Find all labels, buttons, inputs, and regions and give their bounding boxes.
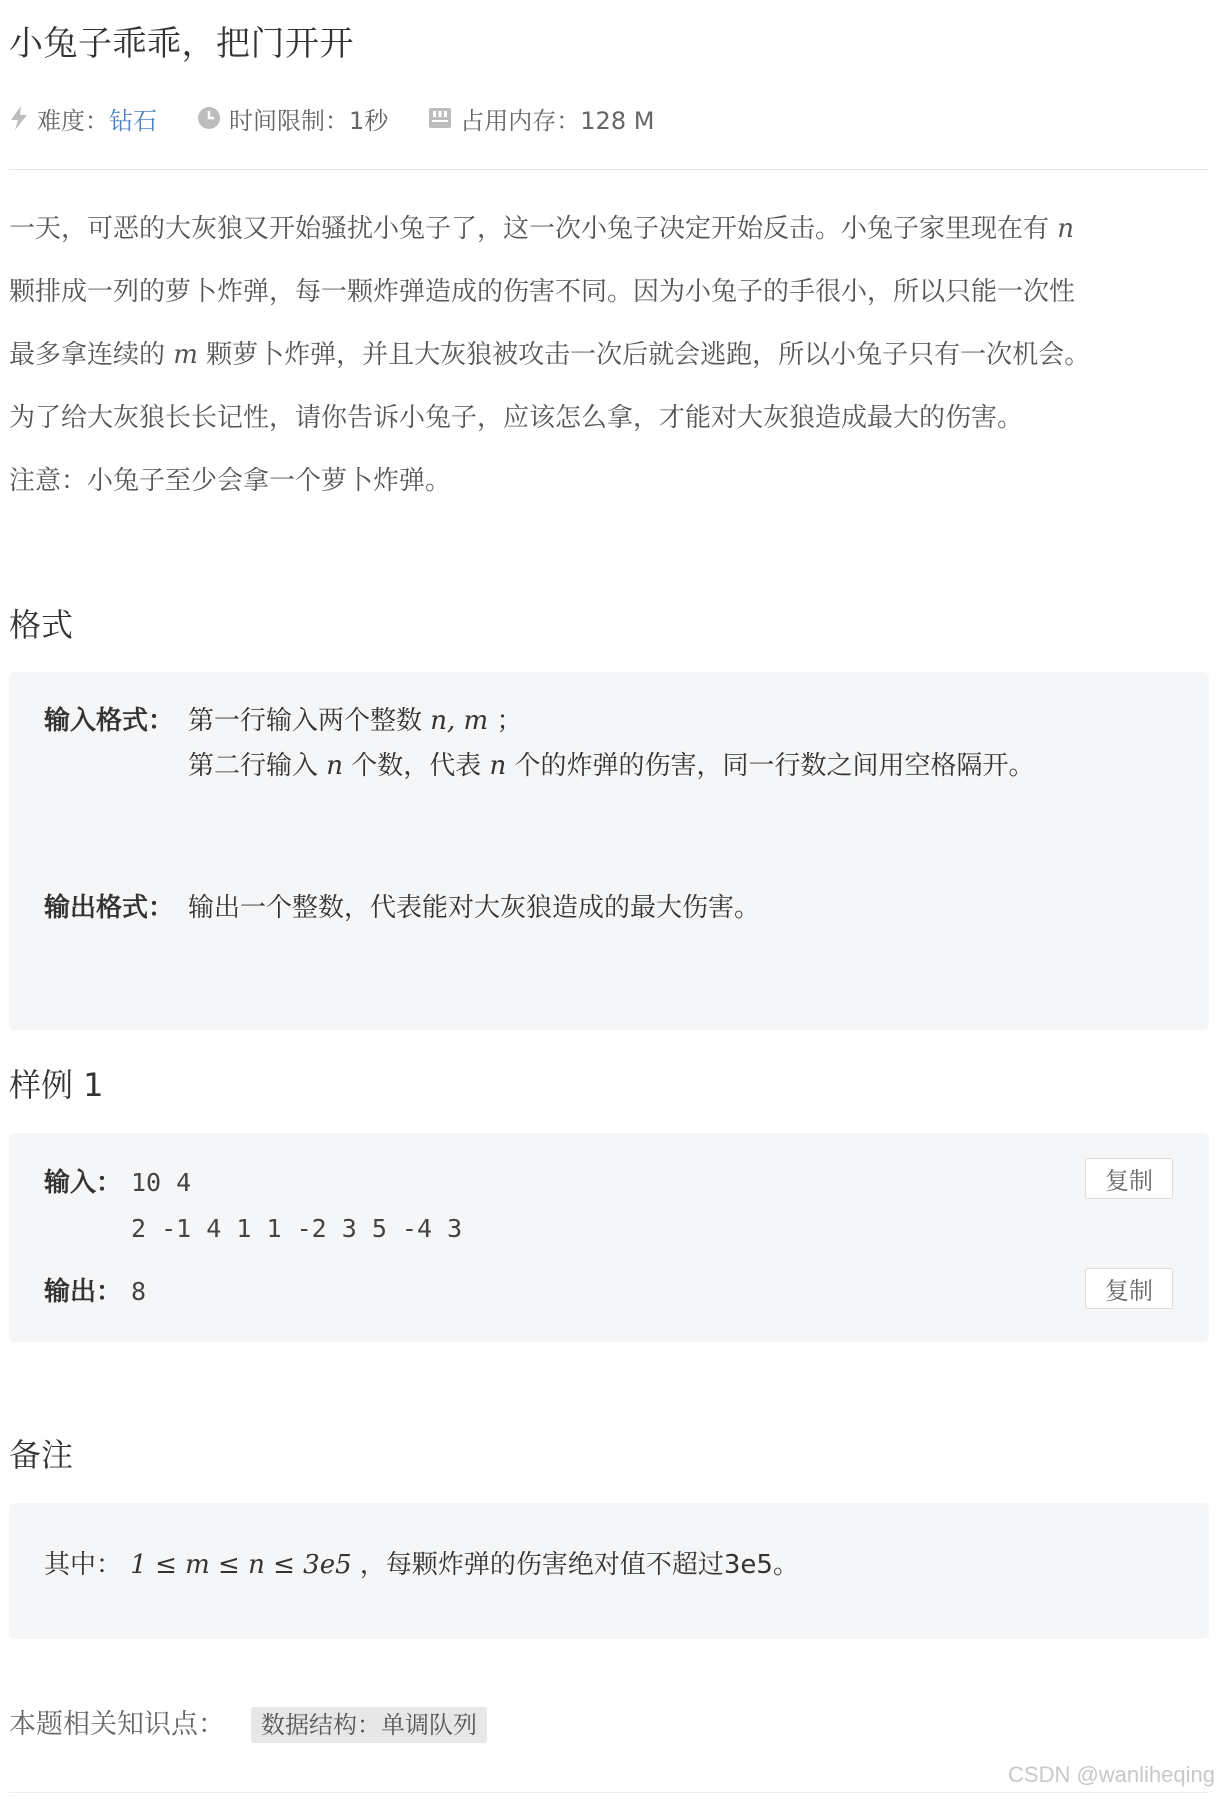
input-format-line [44, 699, 1035, 744]
tag-monotonic-queue[interactable]: 数据结构：单调队列 [251, 1707, 487, 1743]
math-var-nm: n, m [430, 706, 489, 736]
bottom-divider [9, 1792, 1209, 1793]
description-line: 颗排成一列的萝卜炸弹，每一颗炸弹造成的伤害不同。因为小兔子的手很小，所以只能一次性 [9, 277, 1076, 307]
output-format-text: 输出一个整数，代表能对大灰狼造成的最大伤害。 [188, 893, 761, 923]
sample-output-label: 输出： [44, 1277, 123, 1307]
difficulty-value[interactable]: 钻石 [109, 106, 157, 135]
lightning-icon [9, 106, 29, 130]
math-var-m: m [173, 340, 198, 370]
output-format-line [44, 886, 760, 931]
input-format-line [44, 744, 1035, 789]
time-limit-meta [197, 101, 388, 136]
sample-output [44, 1269, 146, 1315]
description-text: 一天，可恶的大灰狼又开始骚扰小兔子了，这一次小兔子决定开始反击。小兔子家里现在有 [9, 214, 1058, 244]
sample-section-title: 样例 1 [9, 1066, 104, 1104]
input-format-text: 个数，代表 [343, 751, 490, 781]
note-section-title: 备注 [9, 1436, 74, 1474]
format-section-title: 格式 [9, 606, 74, 644]
note-text [44, 1545, 799, 1585]
format-box [9, 672, 1209, 1030]
time-limit-text: 时间限制：1秒 [229, 106, 389, 135]
description-text: 最多拿连续的 [9, 340, 174, 370]
input-format-text: ； [488, 706, 523, 736]
sample-output-value: 8 [131, 1277, 147, 1306]
memory-limit-meta [428, 101, 654, 136]
output-format [44, 886, 760, 931]
page-title: 小兔子乖乖，把门开开 [9, 24, 354, 64]
math-var-n: n [489, 751, 507, 781]
output-format-label: 输出格式： [44, 893, 175, 923]
input-format [44, 699, 1035, 789]
difficulty-label: 难度： [37, 106, 109, 135]
difficulty-meta [9, 101, 157, 136]
input-format-label: 输入格式： [44, 706, 175, 736]
description-line [9, 198, 1209, 261]
header-divider [9, 169, 1209, 170]
problem-meta [9, 98, 694, 138]
memory-icon [428, 107, 452, 129]
sample-input-line: 2 -1 4 1 1 -2 3 5 -4 3 [131, 1214, 463, 1243]
math-var-n: n [326, 751, 344, 781]
input-format-text: 个的炸弹的伤害，同一行数之间用空格隔开。 [506, 751, 1035, 781]
sample-input-label: 输入： [44, 1168, 123, 1198]
copy-output-button[interactable]: 复制 [1085, 1268, 1173, 1309]
problem-description [9, 198, 1209, 513]
note-suffix: ，每颗炸弹的伤害绝对值不超过3e5。 [351, 1550, 799, 1580]
math-var-n: n [1057, 214, 1075, 244]
description-line: 注意：小兔子至少会拿一个萝卜炸弹。 [9, 466, 452, 496]
input-format-text: 第二行输入 [188, 751, 327, 781]
sample-box [9, 1133, 1209, 1342]
note-box [9, 1503, 1209, 1639]
sample-input-cont [44, 1206, 462, 1252]
note-prefix: 其中： [44, 1550, 131, 1580]
description-line: 为了给大灰狼长长记性，请你告诉小兔子，应该怎么拿，才能对大灰狼造成最大的伤害。 [9, 403, 1024, 433]
memory-limit-text: 占用内存：128 M [460, 106, 655, 135]
sample-input [44, 1160, 191, 1206]
clock-icon [197, 106, 221, 130]
copy-input-button[interactable]: 复制 [1085, 1158, 1173, 1199]
note-math: 1 ≤ m ≤ n ≤ 3e5 [130, 1550, 352, 1580]
sample-input-line: 10 4 [131, 1168, 192, 1197]
tags-label: 本题相关知识点： [9, 1709, 225, 1740]
knowledge-tags [9, 1705, 487, 1745]
description-text: 颗萝卜炸弹，并且大灰狼被攻击一次后就会逃跑，所以小兔子只有一次机会。 [197, 340, 1091, 370]
description-line [9, 324, 1209, 387]
input-format-text: 第一行输入两个整数 [188, 706, 431, 736]
watermark: CSDN @wanliheqing [1008, 1762, 1215, 1787]
